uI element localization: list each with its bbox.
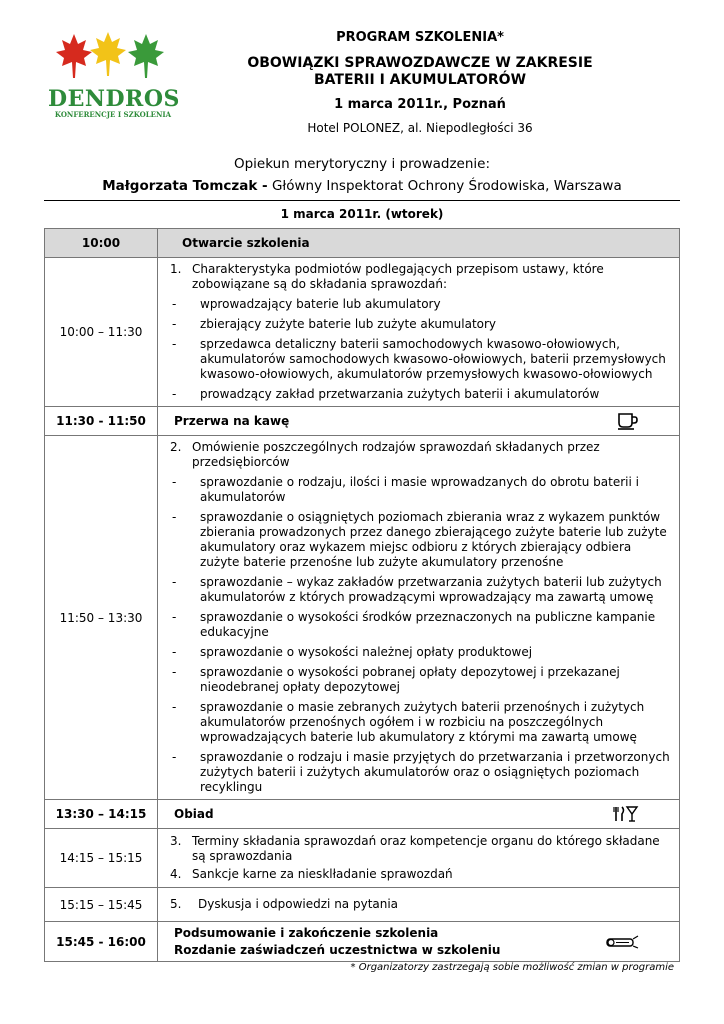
list-item: - zbierający zużyte baterie lub zużyte akumulatory — [172, 317, 497, 331]
list-item: - sprzedawca detaliczny baterii samochodowych kwasowo-ołowiowych, akumulatorów samochodowych kwasowo-ołowiowych, baterii przemysłowych kwasowo-ołowiowych, akumulatorów przemysłowych kwasowo-ołowiowych — [166, 337, 671, 382]
item-text: Terminy składania sprawozdań oraz kompetencje organu do którego składane są sprawozdania — [192, 834, 660, 863]
closing-line-2: Rozdanie zaświadczeń uczestnictwa w szkoleniu — [174, 942, 501, 957]
list-item-text: sprawozdanie – wykaz zakładów przetwarzania zużytych baterii lub zużytych akumulatorów z których prowadzącymi wprowadzający ma zawartą umowę — [200, 575, 662, 604]
item-text: Omówienie poszczególnych rodzajów sprawozdań składanych przez przedsiębiorców — [192, 440, 600, 469]
certificate-scroll-icon — [605, 935, 639, 949]
day-header: 1 marca 2011r. (wtorek) — [280, 207, 444, 221]
date-place: 1 marca 2011r., Poznań — [334, 97, 506, 112]
venue: Hotel POLONEZ, al. Niepodległości 36 — [307, 121, 533, 135]
time-cell: 10:00 — [45, 229, 158, 258]
list-item-text: sprawozdanie o rodzaju, ilości i masie wprowadzanych do obrotu baterii i akumulatorów — [200, 475, 639, 504]
table-row — [45, 800, 680, 829]
time-cell: 14:15 – 15:15 — [45, 829, 158, 888]
list-item-text: wprowadzający baterie lub akumulatory — [200, 297, 441, 311]
list-item: - sprawozdanie o masie zebranych zużytych baterii przenośnych i zużytych akumulatorów przenośnych ogółem i w rozbiciu na poszczególnych wprowadzających baterie lub akumulatory z którymi ma zawartą umowę — [166, 700, 671, 745]
list-item-text: sprawozdanie o rodzaju i masie przyjętych do przetwarzania i przetworzonych zużytych baterii i zużytych akumulatorów oraz o osiągniętych poziomach recyklingu — [200, 750, 670, 794]
time-cell: 15:45 - 16:00 — [45, 922, 158, 962]
item-number: 3. — [170, 834, 182, 848]
presenter-line — [0, 178, 724, 194]
item-number: 1. — [170, 262, 182, 276]
content-cell — [158, 436, 680, 800]
table-row — [45, 436, 680, 800]
content-cell — [158, 888, 680, 922]
dendros-logo — [48, 26, 178, 120]
list-item-text: sprawozdanie o wysokości należnej opłaty produktowej — [200, 645, 533, 659]
table-row — [45, 229, 680, 258]
divider — [44, 200, 680, 201]
maple-leaves-icon — [48, 26, 178, 88]
session-title: Przerwa na kawę — [174, 413, 290, 428]
time-cell: 15:15 – 15:45 — [45, 888, 158, 922]
program-label: PROGRAM SZKOLENIA* — [336, 30, 504, 45]
numbered-item — [166, 834, 671, 864]
content-cell — [158, 829, 680, 888]
list-item-text: zbierający zużyte baterie lub zużyte akumulatory — [200, 317, 497, 331]
list-item: - sprawozdanie – wykaz zakładów przetwarzania zużytych baterii lub zużytych akumulatorów z których prowadzącymi wprowadzający ma zawartą umowę — [166, 575, 671, 605]
content-cell — [158, 407, 680, 436]
content-cell — [158, 229, 680, 258]
closing-line-1: Podsumowanie i zakończenie szkolenia — [174, 925, 439, 940]
schedule-table — [44, 228, 680, 962]
session-title: Otwarcie szkolenia — [182, 236, 310, 250]
title-line-1: OBOWIĄZKI SPRAWOZDAWCZE W ZAKRESIE — [247, 55, 593, 71]
time-cell: 13:30 – 14:15 — [45, 800, 158, 829]
content-cell — [158, 258, 680, 407]
list-item-text: prowadzący zakład przetwarzania zużytych baterii i akumulatorów — [200, 387, 600, 401]
content-cell — [158, 922, 680, 962]
list-item-text: sprawozdanie o wysokości środków przeznaczonych na publiczne kampanie edukacyjne — [200, 610, 656, 639]
logo-subtitle: KONFERENCJE I SZKOLENIA — [54, 110, 172, 119]
list-item: - sprawozdanie o wysokości należnej opłaty produktowej — [172, 645, 533, 659]
cutlery-glass-icon — [613, 805, 639, 823]
table-row — [45, 922, 680, 962]
item-number: 4. — [170, 867, 182, 881]
table-row — [45, 407, 680, 436]
item-number: 5. — [170, 897, 182, 911]
table-row — [45, 888, 680, 922]
session-title: Obiad — [174, 806, 214, 821]
supervisor-label: Opiekun merytoryczny i prowadzenie: — [233, 156, 491, 172]
list-item: - sprawozdanie o rodzaju i masie przyjętych do przetwarzania i przetworzonych zużytych baterii i zużytych akumulatorów oraz o osiągniętych poziomach recyklingu — [172, 750, 670, 794]
list-item-text: sprawozdanie o osiągniętych poziomach zbierania wraz z wykazem punktów zbierania prowadzonych przez danego zbierającego zużyte baterie lub zużyte akumulatory oraz wykazem miejsc odbioru z których zbierający odbiera zużyte baterie przenośne lub zużyte akumulatory przenośne — [200, 510, 667, 569]
list-item-text: sprawozdanie o masie zebranych zużytych baterii przenośnych i zużytych akumulatorów przenośnych ogółem i w rozbiciu na poszczególnych wprowadzających baterie lub akumulatory z którymi ma zawartą umowę — [200, 700, 645, 744]
presenter-affiliation: Główny Inspektorat Ochrony Środowiska, Warszawa — [271, 178, 622, 194]
list-item: - sprawozdanie o wysokości środków przeznaczonych na publiczne kampanie edukacyjne — [166, 610, 671, 640]
content-cell — [158, 800, 680, 829]
coffee-cup-icon — [617, 412, 639, 430]
item-text: Charakterystyka podmiotów podlegających przepisom ustawy, które zobowiązane są do składania sprawozdań: — [192, 262, 604, 291]
logo-name: DENDROS — [48, 86, 180, 112]
numbered-item — [166, 440, 671, 470]
numbered-item — [166, 262, 671, 292]
numbered-item — [166, 897, 671, 912]
list-item: - sprawozdanie o osiągniętych poziomach zbierania wraz z wykazem punktów zbierania prowadzonych przez danego zbierającego zużyte baterie lub zużyte akumulatory oraz wykazem miejsc odbioru z których zbierający odbiera zużyte baterie przenośne lub zużyte akumulatory przenośne — [166, 510, 671, 570]
item-text: Sankcje karne za niesklładanie sprawozdań — [192, 867, 453, 881]
list-item: - sprawozdanie o rodzaju, ilości i masie wprowadzanych do obrotu baterii i akumulatorów — [166, 475, 671, 505]
time-cell: 11:50 – 13:30 — [45, 436, 158, 800]
table-row — [45, 258, 680, 407]
presenter-name: Małgorzata Tomczak - — [102, 178, 268, 194]
numbered-item — [166, 867, 671, 882]
list-item-text: sprawozdanie o wysokości pobranej opłaty depozytowej i przekazanej nieodebranej opłaty depozytowej — [200, 665, 620, 694]
time-cell: 11:30 - 11:50 — [45, 407, 158, 436]
title-line-2: BATERII I AKUMULATORÓW — [313, 72, 527, 88]
list-item-text: sprzedawca detaliczny baterii samochodowych kwasowo-ołowiowych, akumulatorów samochodowych kwasowo-ołowiowych, baterii przemysłowych kwasowo-ołowiowych, akumulatorów przemysłowych kwasowo-ołowiowych — [200, 337, 666, 381]
time-cell: 10:00 – 11:30 — [45, 258, 158, 407]
item-text: Dyskusja i odpowiedzi na pytania — [198, 897, 399, 911]
item-number: 2. — [170, 440, 182, 454]
list-item: - prowadzący zakład przetwarzania zużytych baterii i akumulatorów — [172, 387, 600, 401]
table-row — [45, 829, 680, 888]
training-title — [230, 55, 610, 89]
list-item: - sprawozdanie o wysokości pobranej opłaty depozytowej i przekazanej nieodebranej opłaty depozytowej — [166, 665, 671, 695]
list-item: - wprowadzający baterie lub akumulatory — [172, 297, 441, 311]
footnote: * Organizatorzy zastrzegają sobie możliwość zmian w programie — [350, 962, 674, 973]
